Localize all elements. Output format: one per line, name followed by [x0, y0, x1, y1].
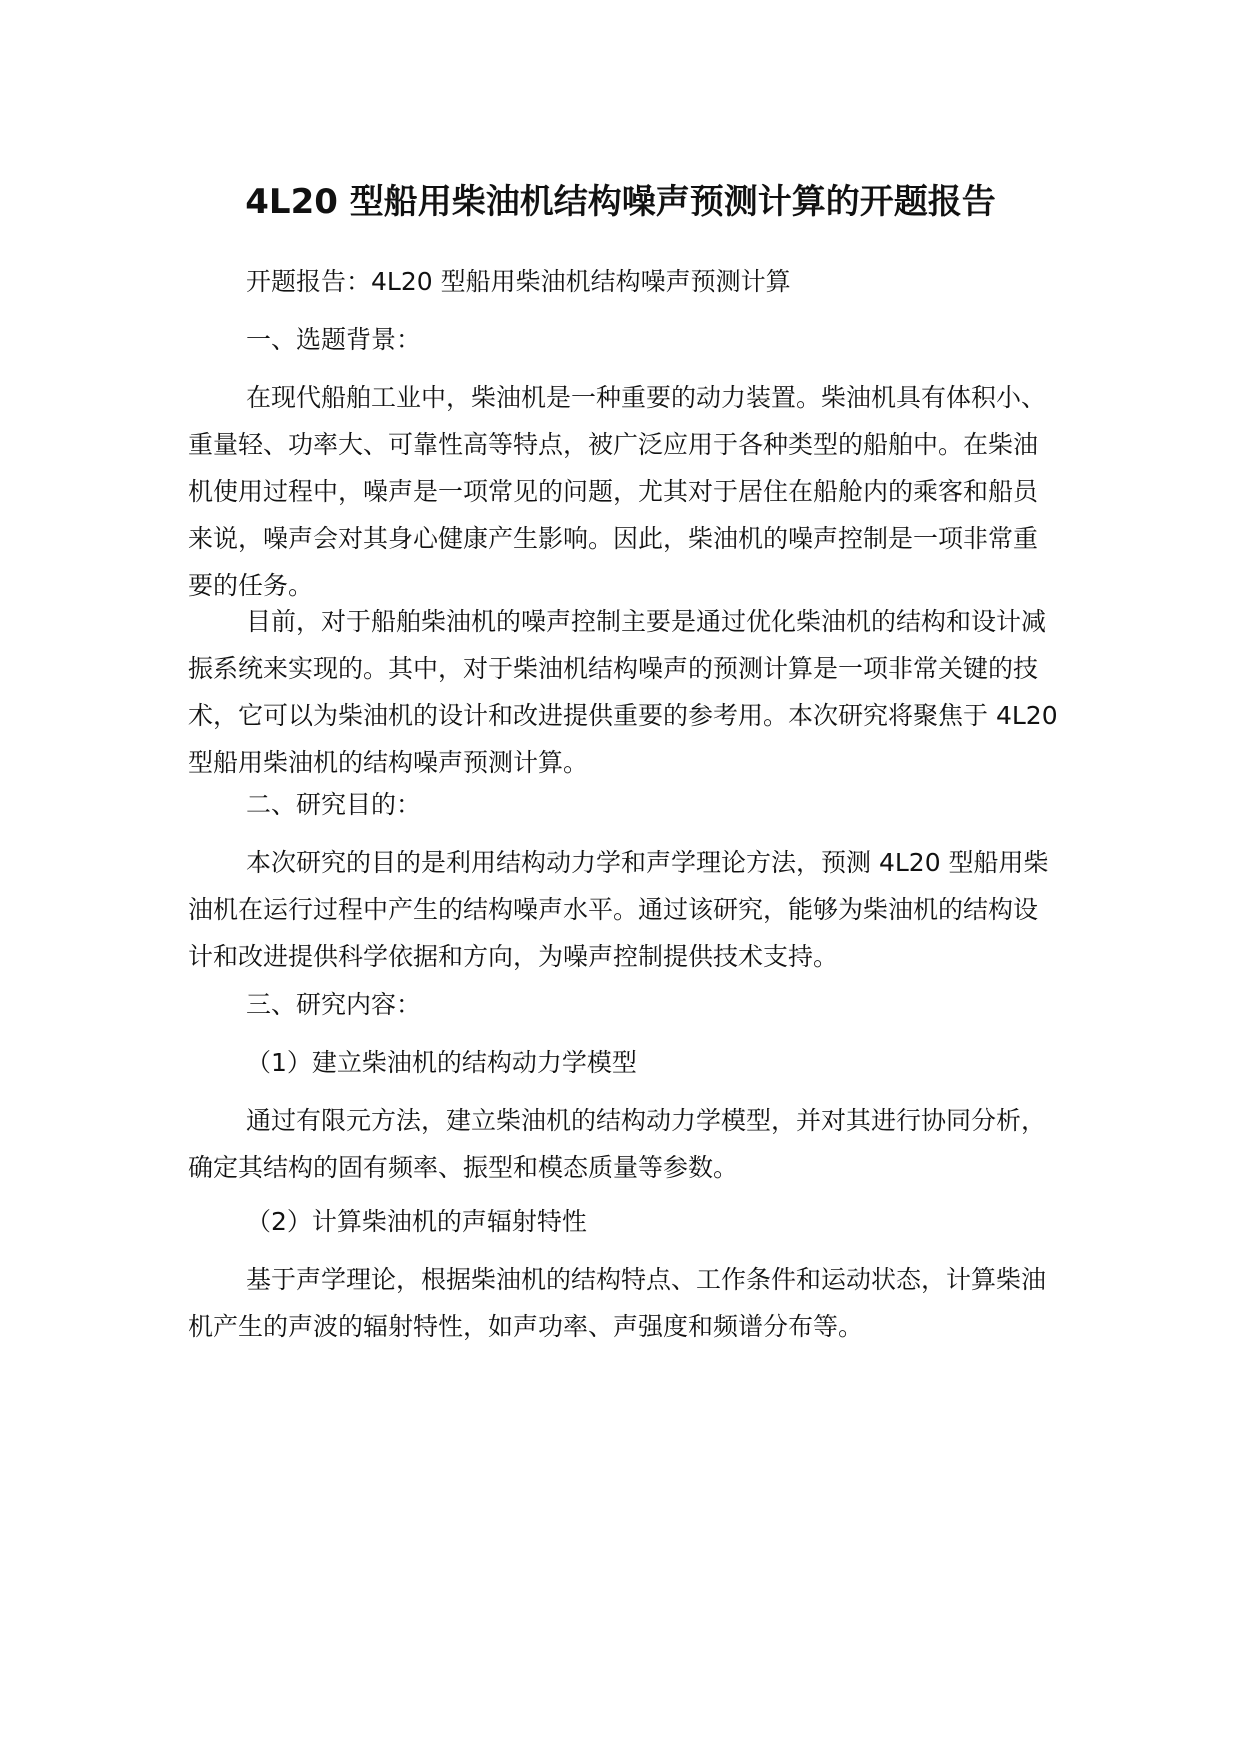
paragraph-radiation: 基于声学理论，根据柴油机的结构特点、工作条件和运动状态，计算柴油机产生的声波的辐射特性，如声功率、声强度和频谱分布等。: [188, 1265, 1047, 1341]
section-heading-purpose: 二、研究目的：: [246, 790, 422, 819]
paragraph-background-1: 在现代船舶工业中，柴油机是一种重要的动力装置。柴油机具有体积小、重量轻、功率大、可靠性高等特点，被广泛应用于各种类型的船舶中。在柴油机使用过程中，噪声是一项常见的问题，尤其对于居住在船舱内的乘客和船员来说，噪声会对其身心健康产生影响。因此，柴油机的噪声控制是一项非常重要的任务。: [188, 383, 1047, 600]
paragraph-model: 通过有限元方法，建立柴油机的结构动力学模型，并对其进行协同分析，确定其结构的固有频率、振型和模态质量等参数。: [188, 1106, 1047, 1182]
subsection-heading-model: （1）建立柴油机的结构动力学模型: [246, 1048, 637, 1077]
paragraph-background-2: 目前，对于船舶柴油机的噪声控制主要是通过优化柴油机的结构和设计减振系统来实现的。其中，对于柴油机结构噪声的预测计算是一项非常关键的技术，它可以为柴油机的设计和改进提供重要的参考用。本次研究将聚焦于 4L20 型船用柴油机的结构噪声预测计算。: [188, 607, 1058, 777]
report-subtitle: 开题报告：4L20 型船用柴油机结构噪声预测计算: [246, 267, 791, 296]
subsection-heading-radiation: （2）计算柴油机的声辐射特性: [246, 1207, 587, 1236]
section-heading-background: 一、选题背景：: [246, 325, 422, 354]
section-heading-content: 三、研究内容：: [246, 990, 422, 1019]
paragraph-purpose: 本次研究的目的是利用结构动力学和声学理论方法，预测 4L20 型船用柴油机在运行过程中产生的结构噪声水平。通过该研究，能够为柴油机的结构设计和改进提供科学依据和方向，为噪声控制提供技术支持。: [188, 848, 1049, 971]
document-title: 4L20 型船用柴油机结构噪声预测计算的开题报告: [245, 182, 996, 222]
